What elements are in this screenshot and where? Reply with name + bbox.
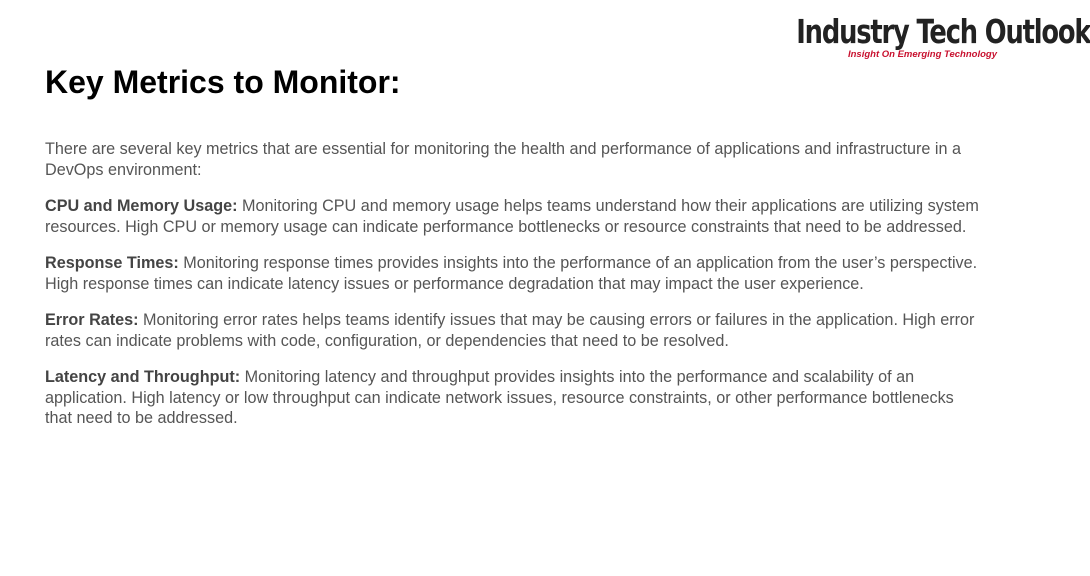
metric-term: Latency and Throughput: [45, 368, 241, 386]
slide-body [45, 139, 980, 445]
intro-paragraph: There are several key metrics that are essential for monitoring the health and performance of applications and infrastructure in a DevOps environment: [45, 140, 961, 179]
metric-cpu-memory [45, 196, 980, 237]
metric-description: Monitoring latency and throughput provides insights into the performance and scalability of an application. High latency or low throughput can indicate network issues, resource constraints, or other performance bottlenecks that need to be addressed. [45, 368, 954, 427]
metric-description: Monitoring CPU and memory usage helps teams understand how their applications are utilizing system resources. High CPU or memory usage can indicate performance bottlenecks or resource constraints that need to be addressed. [45, 197, 979, 236]
brand-logo [736, 12, 1090, 61]
metric-term: Error Rates: [45, 311, 139, 329]
metric-error-rates [45, 310, 980, 351]
metric-term: CPU and Memory Usage: [45, 197, 238, 215]
metric-latency-throughput [45, 367, 980, 429]
page-title: Key Metrics to Monitor: [45, 64, 401, 100]
logo-title: Industry Tech Outlook [796, 12, 1090, 51]
metric-description: Monitoring error rates helps teams identify issues that may be causing errors or failures in the application. High error rates can indicate problems with code, configuration, or dependencies that need to be resolved. [45, 311, 975, 350]
metric-term: Response Times: [45, 254, 179, 272]
metric-description: Monitoring response times provides insights into the performance of an application from the user’s perspective. High response times can indicate latency issues or performance degradation that may impact the user experience. [45, 254, 978, 293]
metric-response-times [45, 253, 980, 294]
logo-tagline: Insight On Emerging Technology [847, 49, 997, 60]
